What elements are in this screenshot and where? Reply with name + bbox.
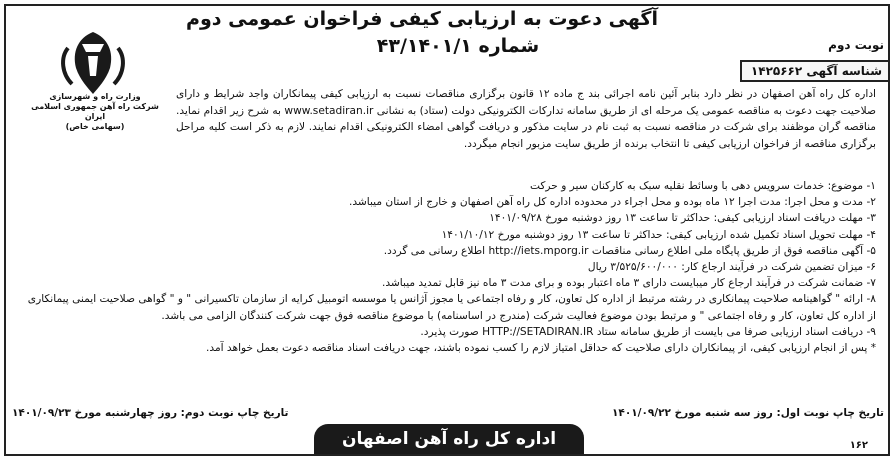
list-item: ۴- مهلت تحویل اسناد تکمیل شده ارزیابی کیفی: حداکثر تا ساعت ۱۳ روز دوشنبه مورخ ۱۴۰۱/۱۰/۱۲ <box>441 228 876 241</box>
list-item: ۹- دریافت اسناد ارزیابی صرفا می بایست از طریق سامانه ستاد HTTP://SETADIRAN.IR صورت پذیرد. <box>420 325 876 338</box>
title-box <box>186 6 658 70</box>
ad-number: شماره ۴۳/۱۴۰۱/۱ <box>376 35 540 57</box>
list-item: ۳- مهلت دریافت اسناد ارزیابی کیفی: حداکثر تا ساعت ۱۳ روز دوشنبه مورخ ۱۴۰۱/۰۹/۲۸ <box>489 212 876 225</box>
ad-title: آگهی دعوت به ارزیابی کیفی فراخوان عمومی دوم <box>186 8 658 30</box>
list-item: ۵- آگهی مناقصه فوق از طریق پایگاه ملی اطلاع رسانی مناقصات http://iets.mporg.ir اطلاع رسانی می گردد. <box>383 244 876 257</box>
ad-id-box: شناسه آگهی ۱۴۲۵۶۶۲ <box>740 60 890 82</box>
second-print-date: تاریخ چاپ نوبت دوم: روز چهارشنبه مورخ ۱۴۰۱/۰۹/۲۳ <box>12 407 289 419</box>
list-item: ۲- مدت و محل اجرا: مدت اجرا ۱۲ ماه بوده و محل اجراء در محدوده اداره کل راه آهن اصفهان و خارج از استان میباشد. <box>348 196 876 209</box>
list-item: ۱- موضوع: خدمات سرویس دهی با وسائط نقلیه سبک به کارکنان سیر و حرکت <box>529 180 876 192</box>
ad-code: ۱۶۲ <box>849 440 868 451</box>
conditions-list <box>26 178 876 356</box>
first-print-date: تاریخ چاپ نوبت اول: روز سه شنبه مورخ ۱۴۰۱/۰۹/۲۲ <box>612 407 884 419</box>
round-label: نوبت دوم <box>828 38 884 52</box>
list-item: ۶- میزان تضمین شرکت در فرآیند ارجاع کار: ۳/۵۲۵/۶۰۰/۰۰۰ ریال <box>587 261 876 274</box>
list-item: ۸- ارائه " گواهینامه صلاحیت پیمانکاری در رشته مرتبط از اداره کل تعاون، کار و رفاه اجتماعی یا مجوز آژانس یا موسسه اتومبیل کرایه از سازمان تاکسیرانی " و " گواهی صلاحیت ایمنی پیمانکاری از اداره کل تعاون، کار و رفاه اجتماعی " و مرتبط بودن موضوع فعالیت شرکت (مندرج در اساسنامه) با موضوع مناقصه فوق جهت شرکت کنندگان الزامی می باشد. <box>27 293 876 322</box>
intro-paragraph: اداره کل راه آهن اصفهان در نظر دارد بنابر آئین نامه اجرائی بند ج ماده ۱۲ قانون برگزاری مناقصات نسبت به ارزیابی کیفی پیمانکاران واجد شرایط و دارای صلاحیت جهت دعوت به مناقصه عمومی یک مرحله ای از طریق سامانه تدارکات الکترونیکی دولت (ستاد) به نشانی www.setadiran.ir به شرح زیر اقدام نماید. مناقصه گران موظفند برای شرکت در مناقصه نسبت به ثبت نام در سایت مذکور و دریافت گواهی امضاء الکترونیکی اقدام نمایند. لازم به ذکر است کلیه مراحل برگزاری مناقصه از فراخوان ارزیابی کیفی تا انتخاب برنده از طریق سایت مزبور انجام میگردد. <box>176 88 876 150</box>
list-item: ۷- ضمانت شرکت در فرآیند ارجاع کار میبایست دارای ۳ ماه اعتبار بوده و برای مدت ۳ ماه نیز قابل تمدید میباشد. <box>381 277 876 290</box>
organization-banner: اداره کل راه آهن اصفهان <box>314 424 584 454</box>
logo-caption: وزارت راه و شهرسازی شرکت راه آهن جمهوری اسلامی ایران (سهامی خاص) <box>31 92 159 131</box>
list-item: * پس از انجام ارزیابی کیفی، از پیمانکاران دارای صلاحیت که حداقل امتیاز لازم را کسب نموده باشند، جهت دریافت اسناد مناقصه دعوت بعمل خواهد آمد. <box>206 342 876 355</box>
print-dates <box>8 407 888 423</box>
